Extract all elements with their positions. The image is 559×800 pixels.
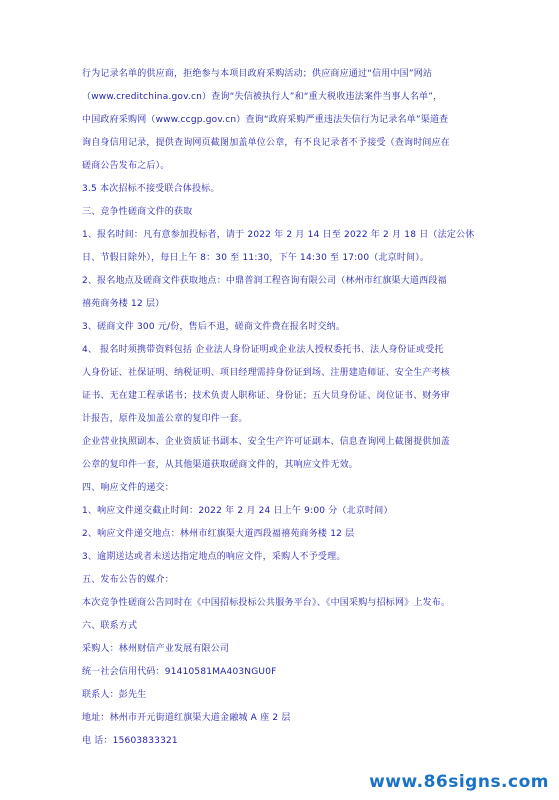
text-line-1: 行为记录名单的供应商，拒绝参与本项目政府采购活动；供应商应通过“信用中国”网站 xyxy=(82,69,433,79)
address-line: 地址：林州市开元街道红旗渠大道金融城 A 座 2 层 xyxy=(82,713,291,723)
text-line-8: 1、报名时间：凡有意参加投标者，请于 2022 年 2 月 14 日至 2022 年 2 月 18 日（法定公休 xyxy=(82,230,475,240)
text-line-15: 证书、无在建工程承诺书；技术负责人职称证、身份证；五大员身份证、岗位证书、财务审 xyxy=(82,391,451,401)
text-line-21: 2、响应文件递交地点：林州市红旗渠大道西段福禧苑商务楼 12 层 xyxy=(82,529,355,539)
text-line-16: 计报告，原件及加盖公章的复印件一套。 xyxy=(82,414,248,424)
text-line-6: 3.5 本次招标不接受联合体投标。 xyxy=(82,184,220,194)
text-line-4: 询自身信用记录，提供查询网页截图加盖单位公章，有不良记录者不予接受（查询时间应在 xyxy=(82,138,451,148)
section-heading-5: 五、发布公告的媒介： xyxy=(82,575,175,585)
text-line-22: 3、逾期送达或者未送达指定地点的响应文件，采购人不予受理。 xyxy=(82,552,346,562)
section-heading-6: 六、联系方式 xyxy=(82,621,138,631)
text-line-18: 公章的复印件一套，从其他渠道获取磋商文件的，其响应文件无效。 xyxy=(82,460,359,470)
section-heading-3: 三、竞争性磋商文件的获取 xyxy=(82,207,193,217)
text-line-20: 1、响应文件递交截止时间：2022 年 2 月 24 日上午 9:00 分（北京时间） xyxy=(82,506,393,516)
purchaser-line: 采购人：林州财信产业发展有限公司 xyxy=(82,644,230,654)
text-line-17: 企业营业执照副本、企业资质证书副本、安全生产许可证副本、信息查询网上截图提供加盖 xyxy=(82,437,451,447)
text-line-14: 人身份证、社保证明、纳税证明、项目经理需持身份证到场、注册建造师证、安全生产考核 xyxy=(82,368,451,378)
text-line-24: 本次竞争性磋商公告同时在《中国招标投标公共服务平台》、《中国采购与招标网》上发布。 xyxy=(82,598,451,608)
contact-person-line: 联系人：彭先生 xyxy=(82,690,147,700)
text-line-13: 4、 报名时须携带资料包括 企业法人身份证明或企业法人授权委托书、法人身份证或受托 xyxy=(82,345,444,355)
section-heading-4: 四、响应文件的递交： xyxy=(82,483,175,493)
phone-line: 电 话：15603833321 xyxy=(82,736,178,746)
text-line-3: 中国政府采购网（www.ccgp.gov.cn）查询“政府采购严重违法失信行为记录名单”渠道查 xyxy=(82,115,449,125)
text-line-11: 禧苑商务楼 12 层） xyxy=(82,299,165,309)
text-line-12: 3、磋商文件 300 元/份，售后不退，磋商文件费在报名时交纳。 xyxy=(82,322,346,332)
credit-code-line: 统一社会信用代码：91410581MA403NGU0F xyxy=(82,667,277,677)
text-line-2: （www.creditchina.gov.cn）查询“失信被执行人”和“重大税收违法案件当事人名单”， xyxy=(82,92,443,102)
text-line-10: 2、报名地点及磋商文件获取地点：中鼎普润工程咨询有限公司（林州市红旗渠大道西段福 xyxy=(82,276,447,286)
watermark-text: www.86signs.com xyxy=(369,772,549,792)
text-line-5: 磋商公告发布之后）。 xyxy=(82,161,170,171)
text-line-9: 日、节假日除外），每日上午 8：30 至 11:30，下午 14:30 至 17:00（北京时间）。 xyxy=(82,253,430,263)
